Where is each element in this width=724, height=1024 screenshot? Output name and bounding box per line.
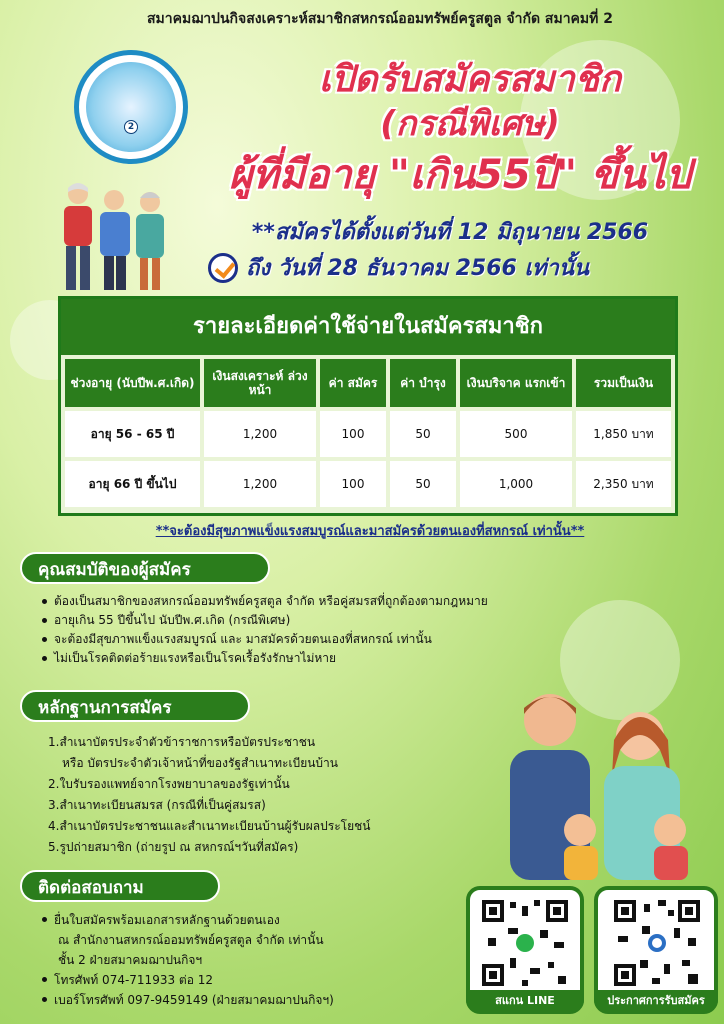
clock-check-icon bbox=[208, 253, 238, 283]
registration-end-date: ถึง วันที่ 28 ธันวาคม 2566 เท่านั้น bbox=[246, 256, 589, 281]
announcement-qr-card[interactable] bbox=[594, 886, 718, 1014]
cell-initial-donation: 500 bbox=[460, 411, 572, 457]
cell-maintenance-fee: 50 bbox=[390, 461, 456, 507]
list-item: 3.สำเนาทะเบียนสมรส (กรณีที่เป็นคู่สมรส) bbox=[48, 798, 266, 812]
qualifications-list bbox=[40, 592, 700, 668]
registration-end-row bbox=[208, 250, 708, 285]
list-item: ไม่เป็นโรคติดต่อร้ายแรงหรือเป็นโรคเรื้อรังรักษาไม่หาย bbox=[40, 649, 700, 668]
announcement-qr-code[interactable] bbox=[612, 898, 702, 988]
table-row bbox=[61, 461, 675, 511]
family-illustration bbox=[480, 680, 720, 880]
list-item: ยื่นใบสมัครพร้อมเอกสารหลักฐานด้วยตนเอง bbox=[40, 910, 470, 930]
cell-application-fee: 100 bbox=[320, 411, 386, 457]
headline-age-requirement: ผู้ที่มีอายุ "เกิน55ปี" ขึ้นไป bbox=[228, 152, 692, 198]
documents-heading: หลักฐานการสมัคร bbox=[20, 690, 250, 722]
header-total: รวมเป็นเงิน bbox=[576, 359, 671, 407]
list-item: 4.สำเนาบัตรประชาชนและสำเนาทะเบียนบ้านผู้รับผลประโยชน์ bbox=[48, 819, 371, 833]
list-item: ชั้น 2 ฝ่ายสมาคมฌาปนกิจฯ bbox=[58, 953, 203, 967]
header-advance-welfare: เงินสงเคราะห์ ล่วงหน้า bbox=[204, 359, 316, 407]
cell-age-range: อายุ 56 - 65 ปี bbox=[65, 411, 200, 457]
list-item: เบอร์โทรศัพท์ 097-9459149 (ฝ่ายสมาคมฌาปนกิจฯ) bbox=[40, 990, 470, 1010]
header-application-fee: ค่า สมัคร bbox=[320, 359, 386, 407]
cost-table-title: รายละเอียดค่าใช้จ่ายในสมัครสมาชิก bbox=[61, 299, 675, 355]
cell-advance-welfare: 1,200 bbox=[204, 461, 316, 507]
cell-age-range: อายุ 66 ปี ขึ้นไป bbox=[65, 461, 200, 507]
list-item: ต้องเป็นสมาชิกของสหกรณ์ออมทรัพย์ครูสตูล จำกัด หรือคู่สมรสที่ถูกต้องตามกฎหมาย bbox=[40, 592, 700, 611]
cell-advance-welfare: 1,200 bbox=[204, 411, 316, 457]
qualifications-heading: คุณสมบัติของผู้สมัคร bbox=[20, 552, 270, 584]
headline-special-case: (กรณีพิเศษ) bbox=[380, 104, 560, 144]
cost-table-header bbox=[61, 355, 675, 411]
list-item: อายุเกิน 55 ปีขึ้นไป นับปีพ.ศ.เกิด (กรณีพิเศษ) bbox=[40, 611, 700, 630]
line-qr-code[interactable] bbox=[480, 898, 570, 988]
association-title: สมาคมฌาปนกิจสงเคราะห์สมาชิกสหกรณ์ออมทรัพย์ครูสตูล จำกัด สมาคมที่ 2 bbox=[147, 11, 613, 27]
header-initial-donation: เงินบริจาค แรกเข้า bbox=[460, 359, 572, 407]
header-maintenance-fee: ค่า บำรุง bbox=[390, 359, 456, 407]
cell-total: 2,350 บาท bbox=[576, 461, 671, 507]
list-item: โทรศัพท์ 074-711933 ต่อ 12 bbox=[40, 970, 470, 990]
contact-heading: ติดต่อสอบถาม bbox=[20, 870, 220, 902]
health-requirement-note: **จะต้องมีสุขภาพแข็งแรงสมบูรณ์และมาสมัครด้วยตนเองที่สหกรณ์ เท่านั้น** bbox=[155, 524, 585, 539]
contact-list bbox=[40, 910, 470, 1010]
list-item: หรือ บัตรประจำตัวเจ้าหน้าที่ของรัฐสำเนาทะเบียนบ้าน bbox=[62, 756, 338, 770]
list-item: จะต้องมีสุขภาพแข็งแรงสมบูรณ์ และ มาสมัครด้วยตนเองที่สหกรณ์ เท่านั้น bbox=[40, 630, 700, 649]
cell-total: 1,850 บาท bbox=[576, 411, 671, 457]
list-item: 2.ใบรับรองแพทย์จากโรงพยาบาลของรัฐเท่านั้น bbox=[48, 777, 290, 791]
line-qr-caption: สแกน LINE bbox=[466, 990, 584, 1012]
cell-application-fee: 100 bbox=[320, 461, 386, 507]
table-row bbox=[61, 411, 675, 461]
cell-initial-donation: 1,000 bbox=[460, 461, 572, 507]
announcement-qr-caption: ประกาศการรับสมัคร bbox=[594, 990, 718, 1012]
documents-list bbox=[34, 732, 514, 858]
association-logo bbox=[74, 50, 188, 164]
cell-maintenance-fee: 50 bbox=[390, 411, 456, 457]
logo-number: 2 bbox=[124, 120, 138, 134]
elderly-family-illustration bbox=[56, 178, 176, 296]
headline-open-registration: เปิดรับสมัครสมาชิก bbox=[319, 59, 621, 100]
logo-emblem bbox=[86, 62, 176, 152]
list-item: 1.สำเนาบัตรประจำตัวข้าราชการหรือบัตรประชาชน bbox=[48, 735, 316, 749]
registration-start-date: **สมัครได้ตั้งแต่วันที่ 12 มิถุนายน 2566 bbox=[251, 220, 649, 245]
list-item: ณ สำนักงานสหกรณ์ออมทรัพย์ครูสตูล จำกัด เท่านั้น bbox=[58, 933, 324, 947]
list-item: 5.รูปถ่ายสมาชิก (ถ่ายรูป ณ สหกรณ์ฯวันที่สมัคร) bbox=[48, 840, 299, 854]
line-qr-card[interactable] bbox=[466, 886, 584, 1014]
header-age-range: ช่วงอายุ (นับปีพ.ศ.เกิด) bbox=[65, 359, 200, 407]
cost-table bbox=[58, 296, 678, 516]
